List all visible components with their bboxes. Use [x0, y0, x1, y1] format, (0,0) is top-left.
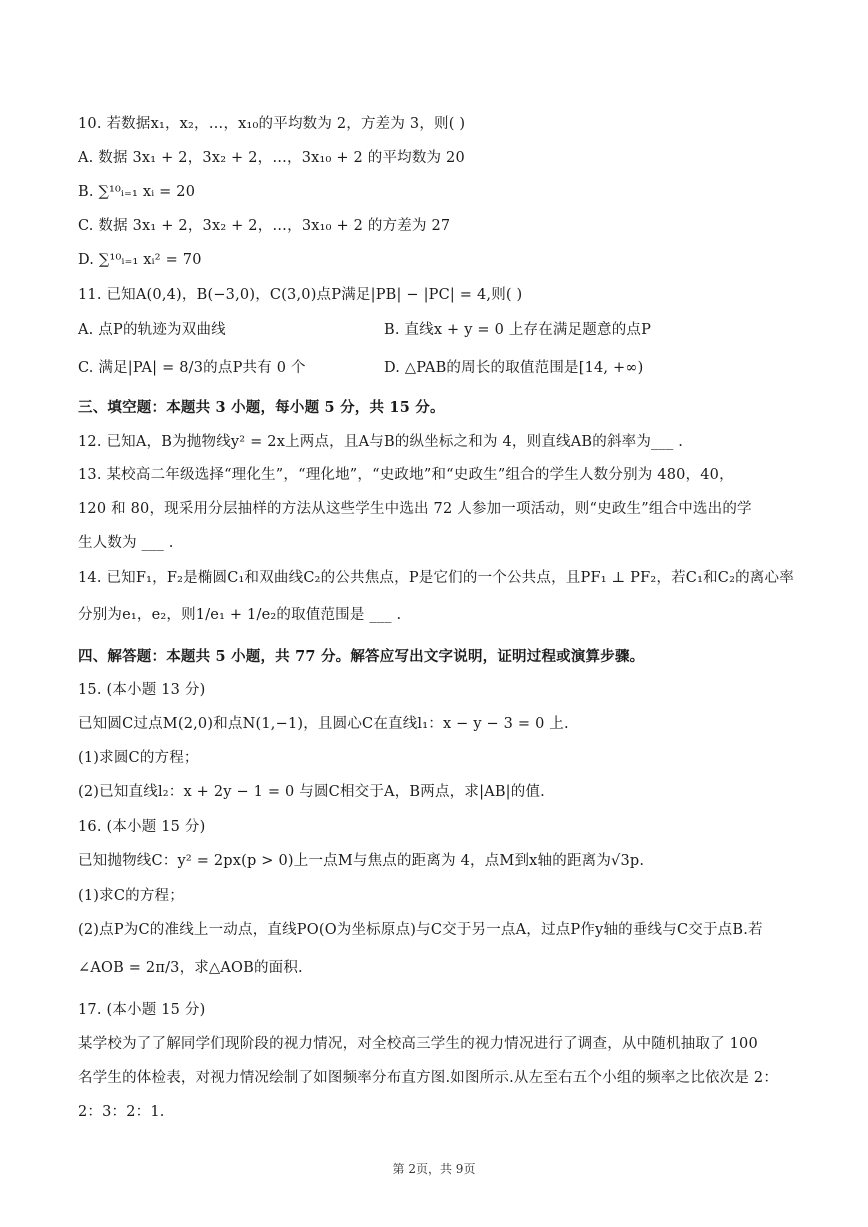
q11-stem: 11. 已知A(0,4)，B(−3,0)，C(3,0)点P满足|PB| − |PC| = 4,则( ): [78, 287, 523, 303]
q11-option-d: D. △PAB的周长的取值范围是[14, +∞): [384, 360, 644, 376]
q10-stem: 10. 若数据x₁，x₂，…，x₁₀的平均数为 2，方差为 3，则( ): [78, 116, 466, 132]
q11-option-b: B. 直线x + y = 0 上存在满足题意的点P: [384, 322, 652, 338]
q17-line-2: 名学生的体检表，对视力情况绘制了如图频率分布直方图.如图所示.从左至右五个小组的频率之比依次是 2：: [78, 1070, 779, 1086]
q17-line-1: 某学校为了了解同学们现阶段的视力情况，对全校高三学生的视力情况进行了调查，从中随机抽取了 100: [78, 1036, 758, 1052]
page-footer: 第 2页，共 9页: [392, 1162, 476, 1176]
q16-stem: 已知抛物线C：y² = 2px(p > 0)上一点M与焦点的距离为 4，点M到x轴的距离为√3p.: [78, 853, 645, 869]
section-4-heading: 四、解答题：本题共 5 小题，共 77 分。解答应写出文字说明，证明过程或演算步骤。: [78, 648, 645, 665]
q16-part-2-line-1: (2)点P为C的准线上一动点，直线PO(O为坐标原点)与C交于另一点A，过点P作y轴的垂线与C交于点B.若: [78, 922, 763, 938]
q16-part-2-line-2: ∠AOB = 2π/3，求△AOB的面积.: [78, 960, 303, 976]
q10-option-c: C. 数据 3x₁ + 2，3x₂ + 2，…，3x₁₀ + 2 的方差为 27: [78, 218, 451, 234]
q16-header: 16. (本小题 15 分): [78, 819, 206, 835]
q14-line-1: 14. 已知F₁，F₂是椭圆C₁和双曲线C₂的公共焦点，P是它们的一个公共点，且PF₁ ⊥ PF₂，若C₁和C₂的离心率: [78, 570, 794, 586]
q17-line-3: 2：3：2：1.: [78, 1104, 165, 1120]
q11-option-a: A. 点P的轨迹为双曲线: [78, 322, 226, 338]
q13-line-3: 生人数为 ___ .: [78, 535, 174, 551]
q10-option-d: D. ∑¹⁰ᵢ₌₁ xᵢ² = 70: [78, 252, 202, 268]
q16-part-1: (1)求C的方程；: [78, 888, 184, 904]
q12-stem: 12. 已知A，B为抛物线y² = 2x上两点，且A与B的纵坐标之和为 4，则直线AB的斜率为___ .: [78, 434, 684, 450]
q15-part-1: (1)求圆C的方程；: [78, 750, 199, 766]
q17-header: 17. (本小题 15 分): [78, 1002, 206, 1018]
section-3-heading: 三、填空题：本题共 3 小题，每小题 5 分，共 15 分。: [78, 399, 445, 416]
q15-stem: 已知圆C过点M(2,0)和点N(1,−1)，且圆心C在直线l₁：x − y − 3 = 0 上.: [78, 716, 569, 732]
q13-line-2: 120 和 80，现采用分层抽样的方法从这些学生中选出 72 人参加一项活动，则“史政生”组合中选出的学: [78, 501, 752, 517]
q13-line-1: 13. 某校高二年级选择“理化生”，“理化地”，“史政地”和“史政生”组合的学生人数分别为 480，40，: [78, 467, 734, 483]
q15-part-2: (2)已知直线l₂：x + 2y − 1 = 0 与圆C相交于A，B两点，求|AB|的值.: [78, 784, 545, 800]
q10-option-a: A. 数据 3x₁ + 2，3x₂ + 2，…，3x₁₀ + 2 的平均数为 20: [78, 150, 465, 166]
q14-line-2: 分别为e₁，e₂，则1/e₁ + 1/e₂的取值范围是 ___ .: [78, 607, 402, 623]
q11-option-c: C. 满足|PA| = 8/3的点P共有 0 个: [78, 360, 306, 376]
q10-option-b: B. ∑¹⁰ᵢ₌₁ xᵢ = 20: [78, 184, 196, 200]
q15-header: 15. (本小题 13 分): [78, 682, 206, 698]
